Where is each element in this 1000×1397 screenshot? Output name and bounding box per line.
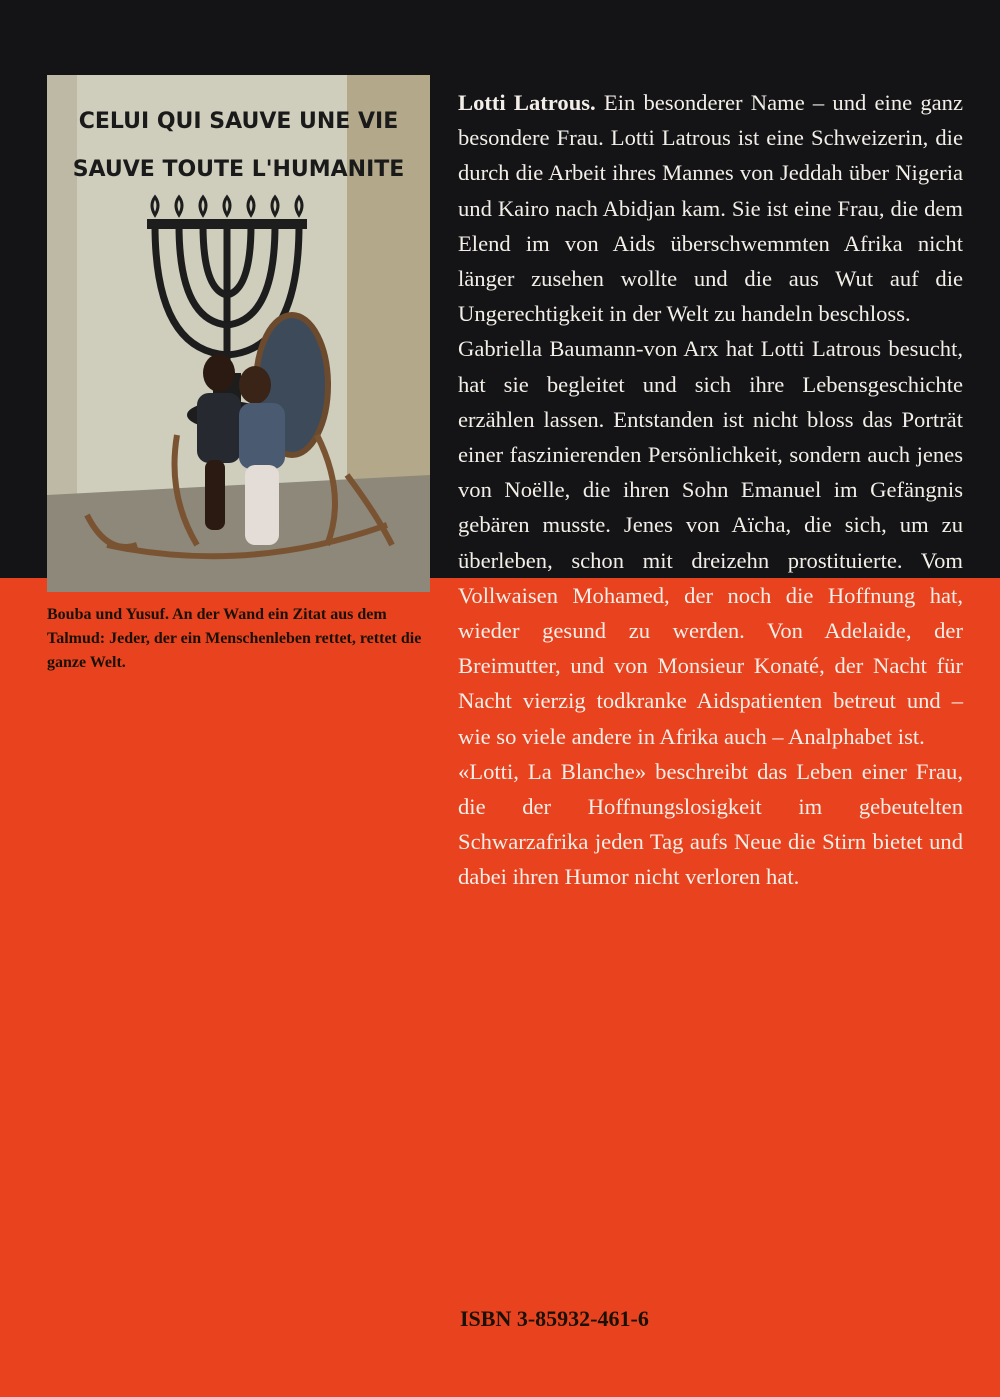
- back-cover-blurb: [458, 85, 963, 895]
- photo-illustration: [47, 75, 430, 592]
- isbn: ISBN 3-85932-461-6: [460, 1306, 649, 1331]
- wall-text-line1: CELUI QUI SAUVE UNE VIE: [78, 109, 399, 134]
- photo-caption: Bouba und Yusuf. An der Wand ein Zitat aus dem Talmud: Jeder, der ein Menschenleben rettet, rettet die ganze Welt.: [47, 606, 422, 671]
- blurb-paragraph-1: [458, 85, 963, 331]
- blurb-paragraph-3: «Lotti, La Blanche» beschreibt das Leben einer Frau, die der Hoffnungslosigkeit im gebeutelten Schwarzafrika jeden Tag aufs Neue die Stirn bietet und dabei ihren Humor nicht verloren hat.: [458, 758, 963, 890]
- blurb-lead: Lotti Latrous.: [458, 90, 596, 115]
- blurb-paragraph-2: Gabriella Baumann-von Arx hat Lotti Latrous besucht, hat sie begleitet und sich ihre Lebensgeschichte erzählen lassen. Entstanden ist nicht bloss das Porträt einer faszinierenden Persönlichkeit, sondern auch jenes von Noëlle, die ihren Sohn Emanuel im Gefängnis gebären musste. Jenes von Aïcha, die sich, um zu überleben, schon mit dreizehn prostituierte. Vom Vollwaisen Mohamed, der noch die Hoffnung hat, wieder gesund zu werden. Von Adelaide, der Breimutter, und von Monsieur Konaté, der Nacht für Nacht vierzig todkranke Aidspatienten betreut und – wie so viele andere in Afrika auch – Analphabet ist.: [458, 336, 963, 749]
- cover-photo: [47, 75, 430, 592]
- blurb-paragraph-1-text: Ein besonderer Name – und eine ganz besondere Frau. Lotti Latrous ist eine Schweizerin, die durch die Arbeit ihres Mannes von Jeddah über Nigeria und Kairo nach Abidjan kam. Sie ist eine Frau, die dem Elend im von Aids überschwemmten Afrika nicht länger zusehen wollte und die aus Wut auf die Ungerechtigkeit in der Welt zu handeln beschloss.: [458, 90, 963, 327]
- wall-text-line2: SAUVE TOUTE L'HUMANITE: [72, 157, 405, 182]
